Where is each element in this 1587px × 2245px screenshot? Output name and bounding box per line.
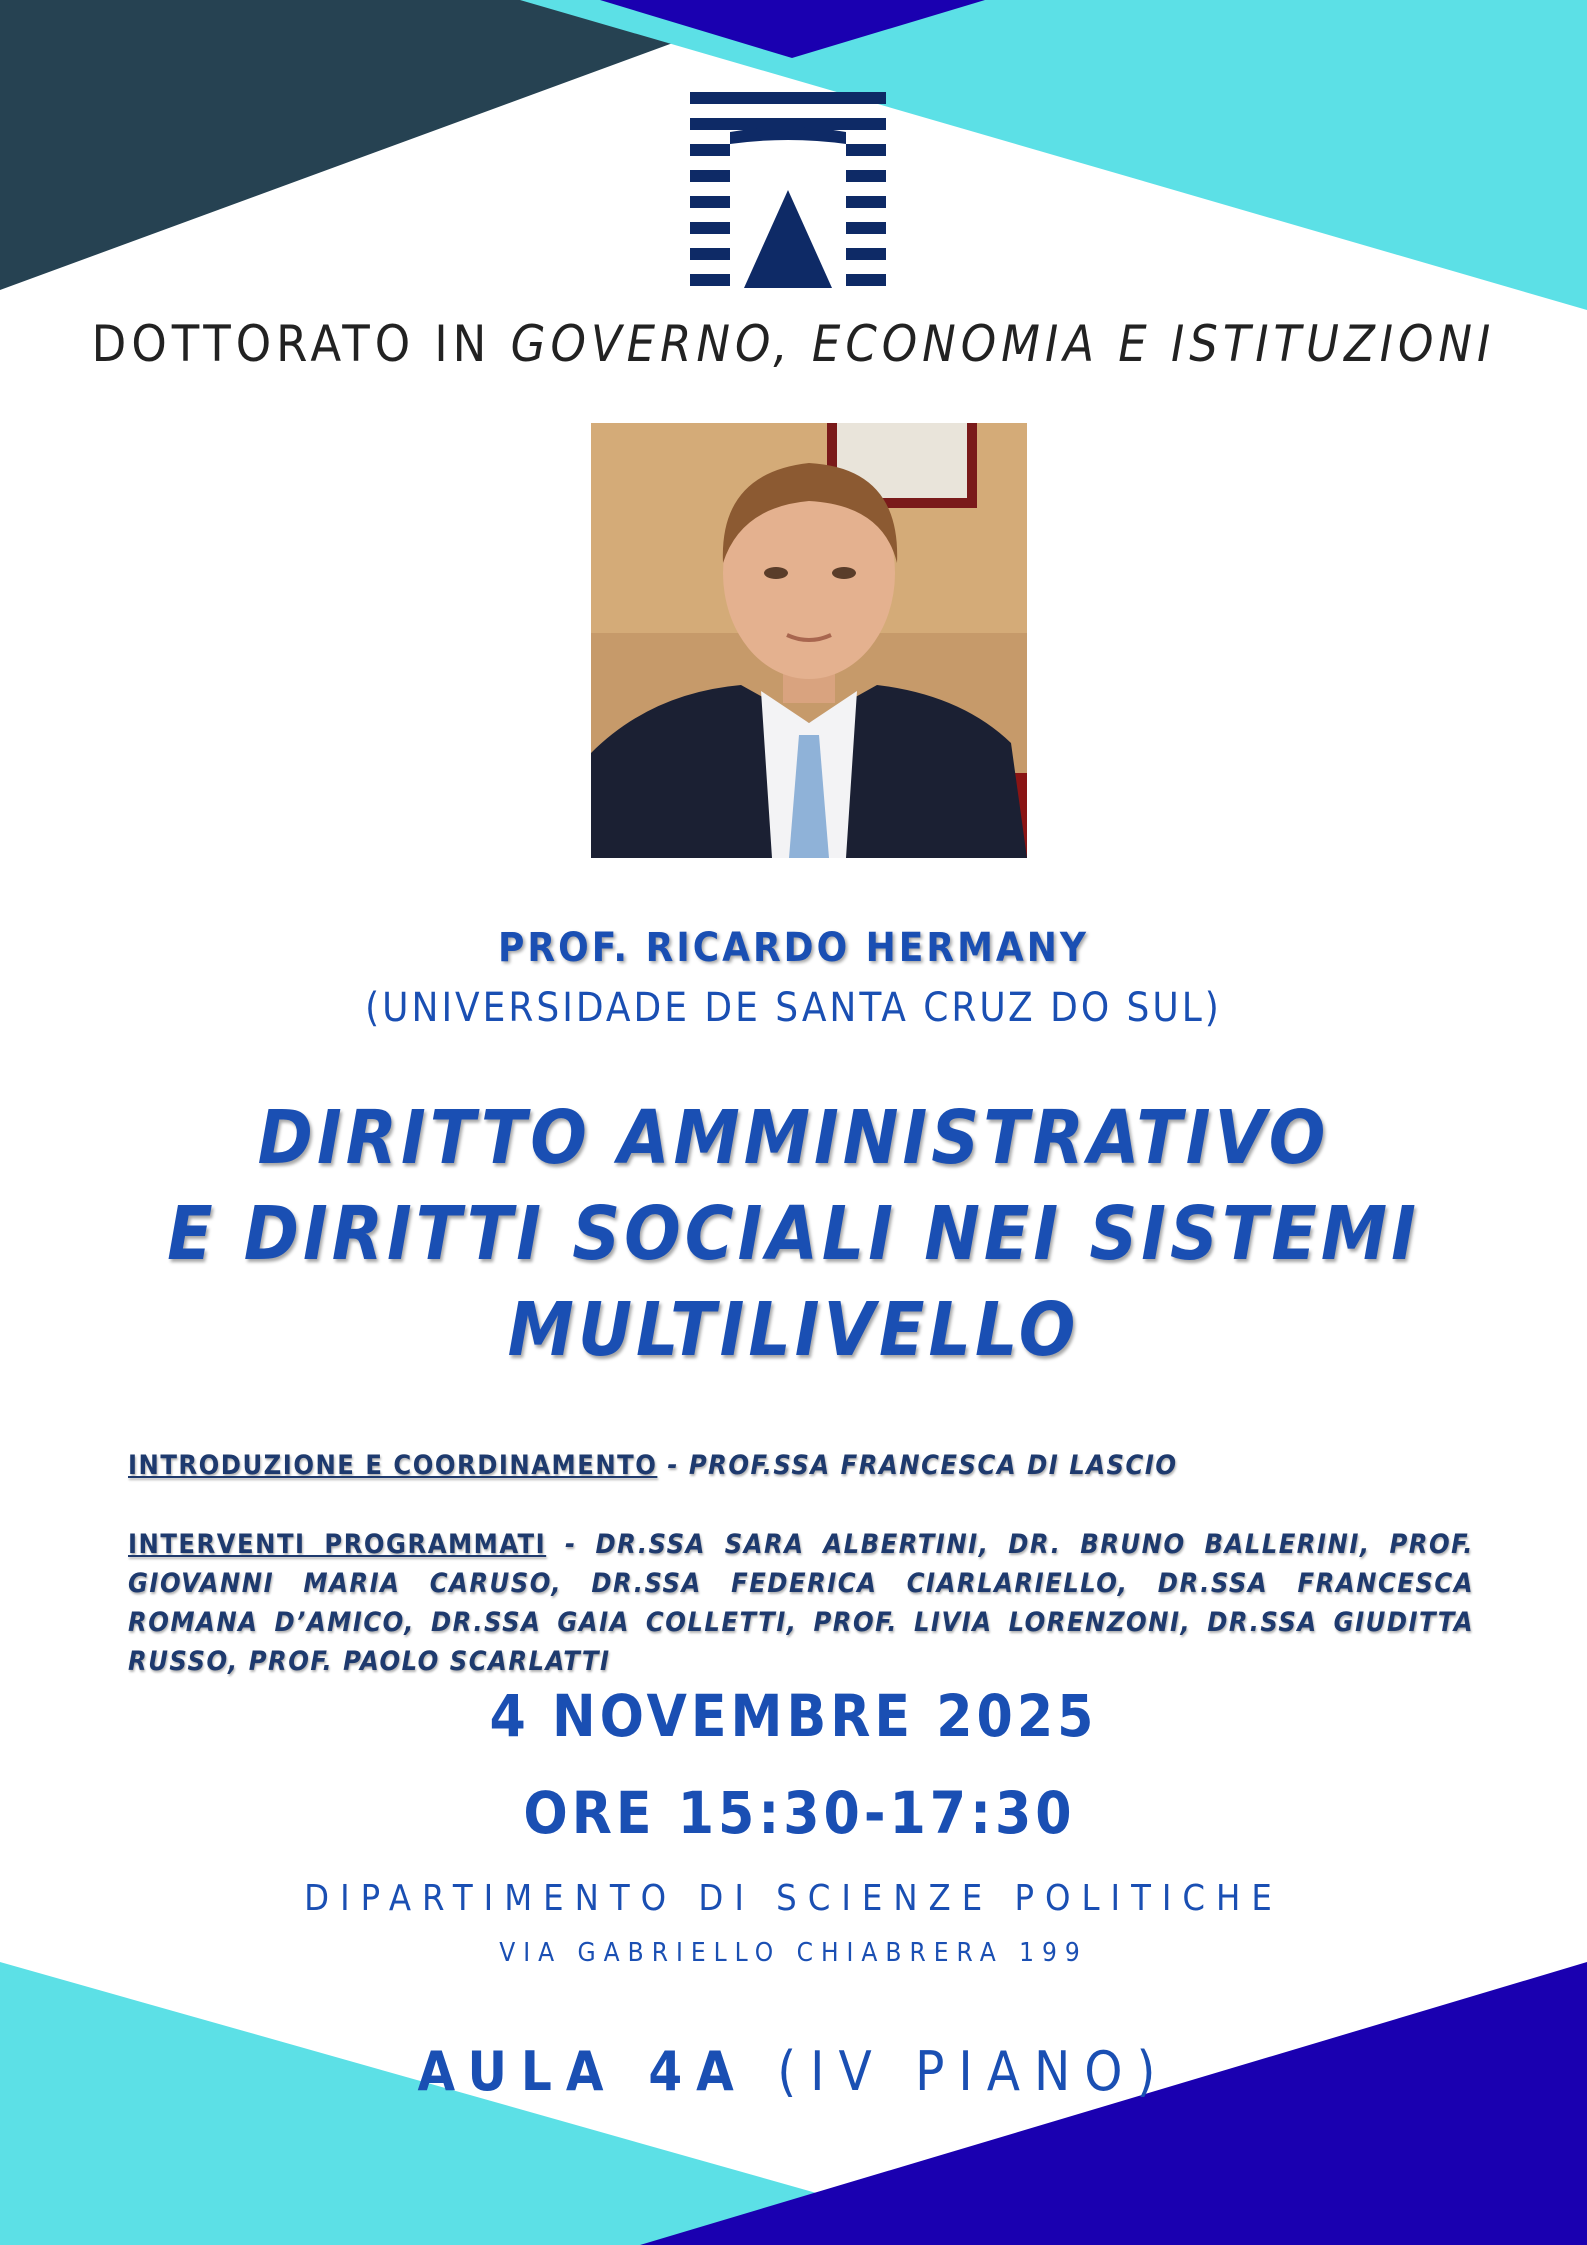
interventi-paragraph <box>128 1525 1474 1681</box>
program-prefix: DOTTORATO IN <box>91 315 492 373</box>
interventi-value: DR.SSA SARA ALBERTINI, DR. BRUNO BALLERINI, PROF. GIOVANNI MARIA CARUSO, DR.SSA FEDERICA CIARLARIELLO, DR.SSA FRANCESCA ROMANA D’AMICO, DR.SSA GAIA COLLETTI, PROF. LIVIA LORENZONI, DR.SSA GIUDITTA RUSSO, PROF. PAOLO SCARLATTI <box>128 1529 1474 1677</box>
lecture-title-line: MULTILIVELLO <box>507 1287 1080 1373</box>
speaker-name: PROF. RICARDO HERMANY <box>498 925 1089 971</box>
event-address: VIA GABRIELLO CHIABRERA 199 <box>499 1938 1088 1968</box>
bottom-right-indigo-triangle <box>640 1962 1587 2245</box>
university-logo-icon <box>690 92 886 290</box>
speaker-portrait <box>591 423 1027 858</box>
introduction-separator: - <box>657 1450 689 1481</box>
lecture-title <box>0 1090 1587 1378</box>
event-time: ORE 15:30-17:30 <box>523 1779 1076 1847</box>
room-floor: (IV PIANO) <box>777 2040 1170 2103</box>
program-title <box>0 315 1587 373</box>
lecture-title-line: DIRITTO AMMINISTRATIVO <box>257 1095 1330 1181</box>
introduction-value: PROF.SSA FRANCESCA DI LASCIO <box>688 1450 1178 1481</box>
interventi-separator: - <box>546 1529 596 1560</box>
interventi-label: INTERVENTI PROGRAMMATI <box>128 1529 547 1560</box>
event-room <box>0 2040 1587 2103</box>
introduction-line <box>128 1446 1474 1485</box>
speaker-affiliation: (UNIVERSIDADE DE SANTA CRUZ DO SUL) <box>365 985 1222 1031</box>
top-right-cyan-triangle <box>520 0 1587 310</box>
room-label: AULA 4A <box>417 2040 748 2103</box>
lecture-title-line: E DIRITTI SOCIALI NEI SISTEMI <box>167 1191 1420 1277</box>
event-department: DIPARTIMENTO DI SCIENZE POLITICHE <box>304 1878 1283 1919</box>
program-name: GOVERNO, ECONOMIA E ISTITUZIONI <box>510 315 1496 373</box>
event-date: 4 NOVEMBRE 2025 <box>489 1682 1098 1750</box>
introduction-label: INTRODUZIONE E COORDINAMENTO <box>128 1450 658 1481</box>
